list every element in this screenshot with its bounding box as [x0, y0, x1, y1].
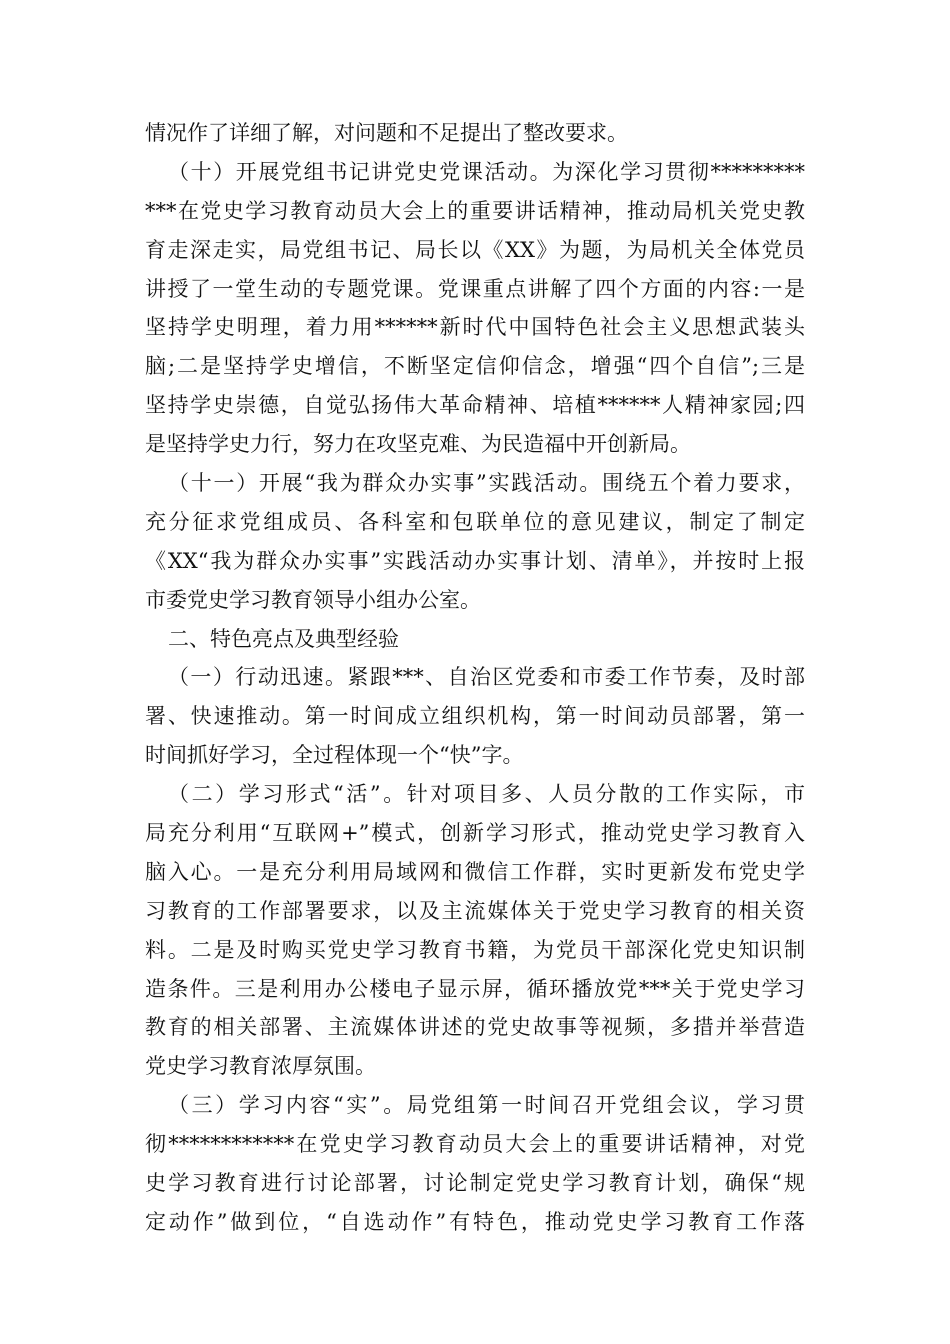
text-line: 坚持学史明理，着力用******新时代中国特色社会主义思想武装头	[145, 315, 805, 340]
text-line: （十一）开展“我为群众办实事”实践活动。围绕五个着力要求，	[168, 471, 805, 496]
text-line: 充分征求党组成员、各科室和包联单位的意见建议，制定了制定	[145, 509, 805, 534]
text-line: 料。二是及时购买党史学习教育书籍，为党员干部深化党史知识制	[145, 937, 805, 962]
text-line: 署、快速推动。第一时间成立组织机构，第一时间动员部署，第一	[145, 704, 805, 729]
text-line: （十）开展党组书记讲党史党课活动。为深化学习贯彻*********	[168, 159, 805, 184]
text-line: 时间抓好学习，全过程体现一个“快”字。	[145, 743, 524, 768]
text-line: 脑入心。一是充分利用局域网和微信工作群，实时更新发布党史学	[145, 859, 805, 884]
text-line: 教育的相关部署、主流媒体讲述的党史故事等视频，多措并举营造	[145, 1015, 805, 1040]
text-line: 脑;二是坚持学史增信，不断坚定信仰信念，增强“四个自信”;三是	[145, 354, 805, 379]
text-line: 坚持学史崇德，自觉弘扬伟大革命精神、培植******人精神家园;四	[145, 393, 805, 418]
text-line: 习教育的工作部署要求，以及主流媒体关于党史学习教育的相关资	[145, 898, 805, 923]
text-line: 讲授了一堂生动的专题党课。党课重点讲解了四个方面的内容:一是	[145, 276, 805, 301]
text-line: 《XX“我为群众办实事”实践活动办实事计划、清单》，并按时上报	[145, 548, 805, 573]
document-body	[145, 114, 805, 1242]
text-line: 造条件。三是利用办公楼电子显示屏，循环播放党***关于党史学习	[145, 976, 805, 1001]
text-line: 是坚持学史力行，努力在攻坚克难、为民造福中开创新局。	[145, 432, 691, 457]
text-line: （三）学习内容“实”。局党组第一时间召开党组会议，学习贯	[168, 1093, 805, 1118]
text-line: 史学习教育进行讨论部署，讨论制定党史学习教育计划，确保“规	[145, 1171, 805, 1196]
text-line: 彻************在党史学习教育动员大会上的重要讲话精神，对党	[145, 1132, 805, 1157]
text-line: 党史学习教育浓厚氛围。	[145, 1054, 376, 1079]
text-line: （二）学习形式“活”。针对项目多、人员分散的工作实际，市	[168, 782, 805, 807]
text-line: 二、特色亮点及典型经验	[168, 626, 399, 651]
text-line: 育走深走实，局党组书记、局长以《XX》为题，为局机关全体党员	[145, 237, 805, 262]
text-line: 情况作了详细了解，对问题和不足提出了整改要求。	[145, 121, 628, 145]
text-line: 局充分利用“互联网+”模式，创新学习形式，推动党史学习教育入	[145, 821, 805, 846]
text-line: 市委党史学习教育领导小组办公室。	[145, 587, 481, 612]
text-line: 定动作”做到位，“自选动作”有特色，推动党史学习教育工作落	[145, 1209, 805, 1234]
text-line: （一）行动迅速。紧跟***、自治区党委和市委工作节奏，及时部	[168, 665, 805, 690]
text-line: ***在党史学习教育动员大会上的重要讲话精神，推动局机关党史教	[145, 198, 805, 223]
